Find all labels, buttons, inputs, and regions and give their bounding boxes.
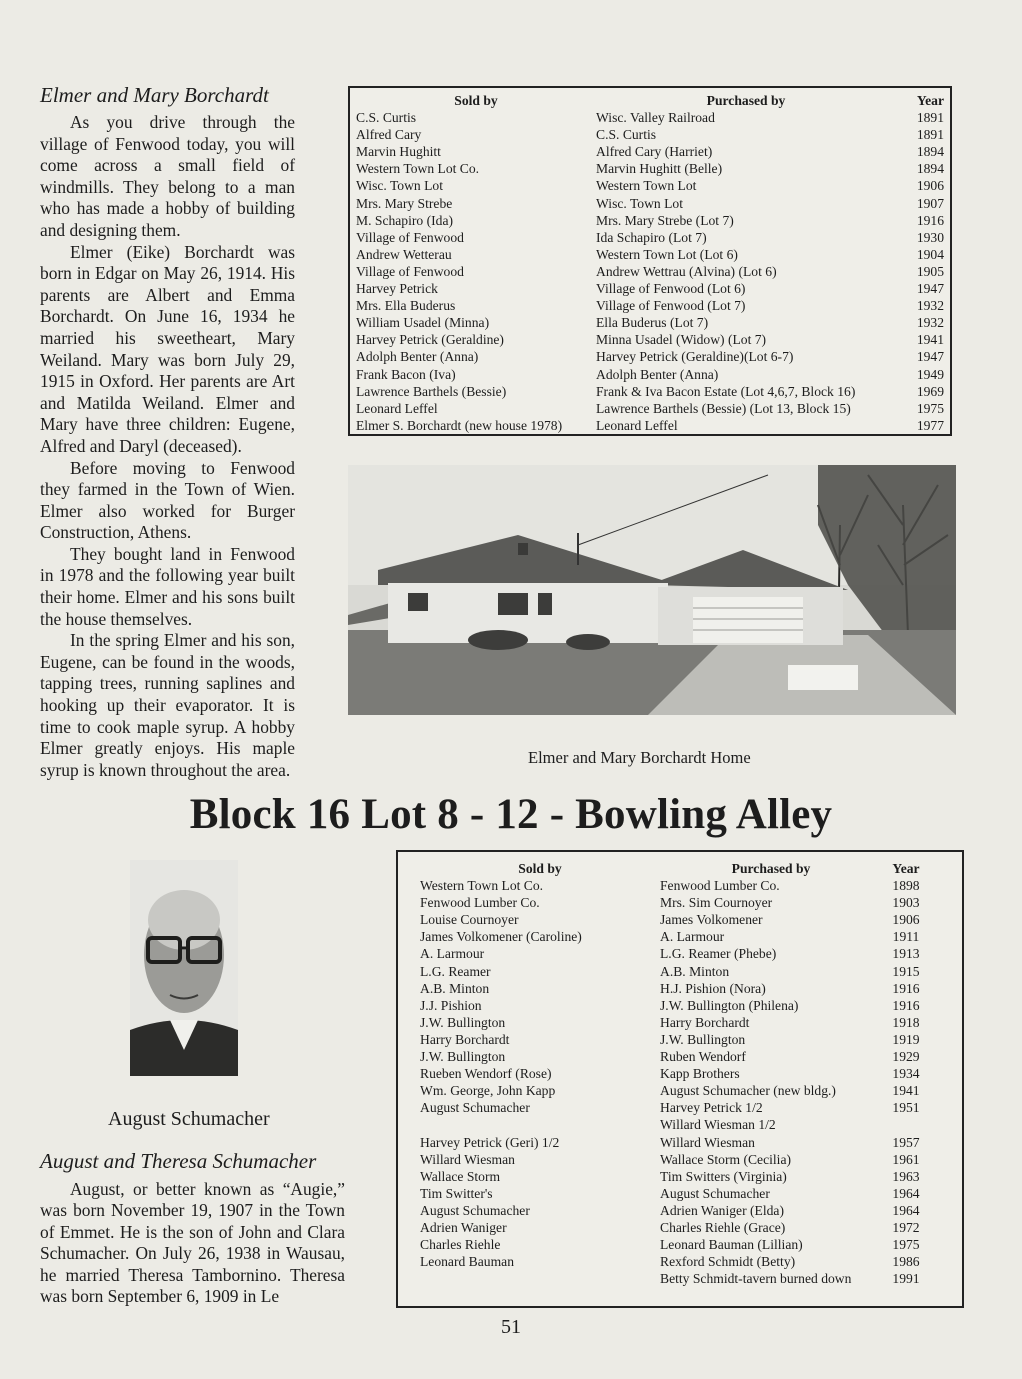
table-row — [420, 1065, 930, 1082]
column-header-purchased-by: Purchased by — [731, 861, 811, 876]
cell-year: 1919 — [892, 1031, 920, 1047]
cell-sold-by: Wisc. Town Lot — [356, 178, 443, 194]
cell-purchased-by: Leonard Leffel — [596, 417, 678, 433]
cell-sold-by — [420, 1116, 660, 1133]
cell-year: 1916 — [892, 980, 920, 996]
table-header-row — [356, 92, 944, 109]
cell-purchased-by: Wisc. Valley Railroad — [596, 110, 715, 126]
cell-sold-by: Wallace Storm — [420, 1168, 501, 1184]
cell-year: 1932 — [916, 315, 944, 331]
table-row — [420, 1151, 930, 1168]
property-table-bowling-alley — [396, 850, 964, 1308]
cell-purchased-by: Lawrence Barthels (Bessie) (Lot 13, Block 15) — [596, 400, 851, 416]
cell-sold-by — [420, 1270, 660, 1287]
cell-year: 1964 — [892, 1185, 920, 1201]
table-row — [356, 195, 944, 212]
cell-year: 1915 — [892, 963, 920, 979]
table-row — [420, 963, 930, 980]
table-row — [420, 997, 930, 1014]
cell-year: 1905 — [916, 263, 944, 279]
cell-sold-by: Louise Cournoyer — [420, 912, 519, 928]
cell-year: 1907 — [916, 195, 944, 211]
cell-year: 1941 — [916, 332, 944, 348]
table-row — [356, 246, 944, 263]
cell-purchased-by: H.J. Pishion (Nora) — [660, 980, 766, 996]
table-row — [420, 877, 930, 894]
property-table-lot-6-7 — [348, 86, 952, 436]
cell-sold-by: Wm. George, John Kapp — [420, 1083, 556, 1099]
cell-year — [882, 1116, 930, 1133]
cell-year: 1903 — [892, 895, 920, 911]
cell-sold-by: J.J. Pishion — [420, 997, 482, 1013]
table-row — [356, 366, 944, 383]
portrait-photo — [130, 860, 238, 1076]
column-header-year: Year — [916, 93, 944, 108]
cell-year: 1964 — [892, 1202, 920, 1218]
cell-year: 1894 — [916, 161, 944, 177]
table-row — [356, 212, 944, 229]
table-body — [420, 877, 930, 1287]
table-row — [420, 980, 930, 997]
cell-purchased-by: Western Town Lot (Lot 6) — [596, 246, 738, 262]
cell-year: 1929 — [892, 1049, 920, 1065]
cell-purchased-by: Western Town Lot — [596, 178, 697, 194]
cell-year: 1947 — [916, 349, 944, 365]
cell-sold-by: Andrew Wetterau — [356, 246, 452, 262]
cell-year: 1934 — [892, 1066, 920, 1082]
table-row — [356, 348, 944, 365]
cell-sold-by: Harvey Petrick — [356, 281, 438, 297]
table-row — [356, 126, 944, 143]
table-row — [356, 297, 944, 314]
table-row — [356, 229, 944, 246]
story-paragraph: As you drive through the village of Fenwood today, you will come across a small field of windmills. They belong to a man who has made a hobby of building and designing them. — [40, 112, 295, 240]
table-row — [420, 1116, 930, 1133]
cell-purchased-by: Tim Switters (Virginia) — [660, 1168, 787, 1184]
cell-year: 1906 — [892, 912, 920, 928]
table-row — [420, 1099, 930, 1116]
column-header-sold-by: Sold by — [454, 93, 498, 108]
cell-year: 1991 — [892, 1271, 920, 1287]
table-row — [420, 1048, 930, 1065]
cell-sold-by: William Usadel (Minna) — [356, 315, 490, 331]
cell-purchased-by: Willard Wiesman — [660, 1134, 755, 1150]
cell-year: 1891 — [916, 127, 944, 143]
story-title: August and Theresa Schumacher — [40, 1149, 317, 1173]
cell-sold-by: August Schumacher — [420, 1100, 530, 1116]
table-row — [420, 1236, 930, 1253]
cell-year: 1930 — [916, 229, 944, 245]
cell-sold-by: August Schumacher — [420, 1202, 530, 1218]
cell-sold-by: Adrien Waniger — [420, 1219, 507, 1235]
cell-purchased-by: Ella Buderus (Lot 7) — [596, 315, 709, 331]
story-title: Elmer and Mary Borchardt — [40, 83, 269, 107]
cell-sold-by: A. Larmour — [420, 946, 485, 962]
cell-year: 1986 — [892, 1254, 920, 1270]
cell-purchased-by: Village of Fenwood (Lot 6) — [596, 281, 746, 297]
cell-year: 1894 — [916, 144, 944, 160]
table-row — [420, 1219, 930, 1236]
cell-purchased-by: A.B. Minton — [660, 963, 730, 979]
cell-sold-by: Harvey Petrick (Geraldine) — [356, 332, 504, 348]
ownership-table — [420, 860, 930, 1287]
page-number: 51 — [501, 1316, 521, 1338]
cell-purchased-by: Fenwood Lumber Co. — [660, 878, 780, 894]
cell-sold-by: J.W. Bullington — [420, 1014, 506, 1030]
table-row — [420, 894, 930, 911]
table-row — [356, 143, 944, 160]
table-row — [356, 177, 944, 194]
cell-year: 1916 — [916, 212, 944, 228]
cell-year: 1949 — [916, 366, 944, 382]
cell-sold-by: Lawrence Barthels (Bessie) — [356, 383, 507, 399]
table-row — [420, 1134, 930, 1151]
cell-purchased-by: Willard Wiesman 1/2 — [660, 1117, 776, 1133]
cell-purchased-by: August Schumacher (new bldg.) — [660, 1083, 836, 1099]
cell-purchased-by: J.W. Bullington (Philena) — [660, 997, 799, 1013]
cell-year: 1961 — [892, 1151, 920, 1167]
cell-year: 1916 — [892, 997, 920, 1013]
cell-sold-by: L.G. Reamer — [420, 963, 491, 979]
cell-purchased-by: Andrew Wettrau (Alvina) (Lot 6) — [596, 263, 777, 279]
cell-year: 1913 — [892, 946, 920, 962]
cell-purchased-by: Rexford Schmidt (Betty) — [660, 1254, 796, 1270]
column-header-sold-by: Sold by — [518, 861, 562, 876]
cell-year: 1951 — [892, 1100, 920, 1116]
cell-sold-by: Adolph Benter (Anna) — [356, 349, 479, 365]
cell-purchased-by: Wallace Storm (Cecilia) — [660, 1151, 792, 1167]
cell-sold-by: Willard Wiesman — [420, 1151, 515, 1167]
section-heading: Block 16 Lot 8 - 12 - Bowling Alley — [189, 791, 833, 838]
house-photo-illustration — [348, 465, 956, 715]
story-paragraph: They bought land in Fenwood in 1978 and the following year built their home. Elmer and his sons built the house themselves. — [40, 543, 295, 629]
cell-year: 1911 — [892, 929, 920, 945]
table-row — [356, 160, 944, 177]
cell-purchased-by: Ida Schapiro (Lot 7) — [596, 229, 707, 245]
table-row — [420, 1082, 930, 1099]
table-row — [420, 1270, 930, 1287]
cell-year: 1947 — [916, 281, 944, 297]
cell-purchased-by: Frank & Iva Bacon Estate (Lot 4,6,7, Block 16) — [596, 383, 856, 399]
house-photo — [348, 465, 956, 715]
table-row — [356, 263, 944, 280]
cell-sold-by: M. Schapiro (Ida) — [356, 212, 454, 228]
table-row — [420, 1168, 930, 1185]
cell-year: 1918 — [892, 1014, 920, 1030]
cell-purchased-by: L.G. Reamer (Phebe) — [660, 946, 777, 962]
cell-year: 1891 — [916, 110, 944, 126]
cell-purchased-by: C.S. Curtis — [596, 127, 657, 143]
cell-sold-by: Mrs. Mary Strebe — [356, 195, 453, 211]
cell-purchased-by: Alfred Cary (Harriet) — [596, 144, 713, 160]
ownership-table — [356, 92, 944, 434]
table-row — [356, 280, 944, 297]
cell-year: 1906 — [916, 178, 944, 194]
cell-sold-by: A.B. Minton — [420, 980, 490, 996]
cell-sold-by: Village of Fenwood — [356, 263, 464, 279]
cell-sold-by: Alfred Cary — [356, 127, 422, 143]
story-august-theresa-schumacher — [40, 1148, 345, 1307]
table-row — [356, 314, 944, 331]
cell-purchased-by: Leonard Bauman (Lillian) — [660, 1237, 803, 1253]
cell-year: 1941 — [892, 1083, 920, 1099]
table-row — [420, 945, 930, 962]
cell-sold-by: James Volkomener (Caroline) — [420, 929, 582, 945]
table-row — [356, 400, 944, 417]
cell-sold-by: Harry Borchardt — [420, 1031, 510, 1047]
cell-sold-by: Mrs. Ella Buderus — [356, 298, 456, 314]
story-paragraph: In the spring Elmer and his son, Eugene, can be found in the woods, tapping trees, running saplines and hooking up their evaporator. It is time to cook maple syrup. A hobby Elmer greatly enjoys. His maple syrup is known throughout the area. — [40, 630, 295, 780]
cell-sold-by: Charles Riehle — [420, 1237, 501, 1253]
cell-sold-by: Leonard Bauman — [420, 1254, 514, 1270]
cell-sold-by: Rueben Wendorf (Rose) — [420, 1066, 552, 1082]
table-row — [356, 417, 944, 434]
cell-sold-by: J.W. Bullington — [420, 1049, 506, 1065]
cell-year: 1963 — [892, 1168, 920, 1184]
cell-sold-by: C.S. Curtis — [356, 110, 417, 126]
cell-sold-by: Leonard Leffel — [356, 400, 438, 416]
cell-purchased-by: Kapp Brothers — [660, 1066, 740, 1082]
cell-year: 1957 — [892, 1134, 920, 1150]
cell-year: 1972 — [892, 1219, 920, 1235]
cell-purchased-by: Harvey Petrick 1/2 — [660, 1100, 763, 1116]
cell-sold-by: Western Town Lot Co. — [420, 878, 544, 894]
cell-purchased-by: Adrien Waniger (Elda) — [660, 1202, 784, 1218]
cell-sold-by: Western Town Lot Co. — [356, 161, 480, 177]
story-paragraph: August, or better known as “Augie,” was born November 19, 1907 in the Town of Emmet. He is the son of John and Clara Schumacher. On July 26, 1938 in Wausau, he married Theresa Tambornino. Theresa was born September 6, 1909 in Le — [40, 1179, 345, 1307]
cell-purchased-by: Betty Schmidt-tavern burned down — [660, 1271, 852, 1287]
cell-sold-by: Harvey Petrick (Geri) 1/2 — [420, 1134, 560, 1150]
story-elmer-mary-borchardt — [40, 82, 295, 781]
cell-year: 1898 — [892, 878, 920, 894]
table-row — [420, 1014, 930, 1031]
cell-purchased-by: Minna Usadel (Widow) (Lot 7) — [596, 332, 767, 348]
cell-purchased-by: Wisc. Town Lot — [596, 195, 683, 211]
cell-sold-by: Frank Bacon (Iva) — [356, 366, 456, 382]
portrait-illustration — [130, 860, 238, 1076]
photo-caption: Elmer and Mary Borchardt Home — [528, 748, 751, 767]
cell-purchased-by: J.W. Bullington — [660, 1031, 746, 1047]
cell-purchased-by: A. Larmour — [660, 929, 725, 945]
table-body — [356, 109, 944, 434]
story-paragraph: Before moving to Fenwood they farmed in the Town of Wien. Elmer also worked for Burger Construction, Athens. — [40, 457, 295, 543]
table-row — [420, 928, 930, 945]
cell-purchased-by: Village of Fenwood (Lot 7) — [596, 298, 746, 314]
cell-purchased-by: August Schumacher — [660, 1185, 770, 1201]
cell-year: 1969 — [916, 383, 944, 399]
table-row — [420, 911, 930, 928]
cell-sold-by: Village of Fenwood — [356, 229, 464, 245]
cell-purchased-by: Ruben Wendorf — [660, 1049, 746, 1065]
cell-year: 1977 — [916, 417, 944, 433]
cell-year: 1904 — [916, 246, 944, 262]
cell-purchased-by: Mrs. Sim Cournoyer — [660, 895, 773, 911]
table-row — [420, 1031, 930, 1048]
cell-purchased-by: James Volkomener — [660, 912, 763, 928]
cell-purchased-by: Adolph Benter (Anna) — [596, 366, 719, 382]
column-header-purchased-by: Purchased by — [706, 93, 786, 108]
cell-sold-by: Elmer S. Borchardt (new house 1978) — [356, 417, 563, 433]
table-row — [356, 331, 944, 348]
cell-purchased-by: Mrs. Mary Strebe (Lot 7) — [596, 212, 734, 228]
story-paragraph: Elmer (Eike) Borchardt was born in Edgar on May 26, 1914. His parents are Albert and Emma Borchardt. On June 16, 1934 he married his sweetheart, Mary Weiland. Mary was born July 29, 1915 in Oxford. Her parents are Art and Matilda Weiland. Elmer and Mary have three children: Eugene, Alfred and Daryl (deceased). — [40, 241, 295, 456]
cell-sold-by: Marvin Hughitt — [356, 144, 441, 160]
table-row — [420, 1185, 930, 1202]
cell-purchased-by: Harry Borchardt — [660, 1014, 750, 1030]
cell-sold-by: Fenwood Lumber Co. — [420, 895, 540, 911]
table-row — [356, 383, 944, 400]
cell-year: 1975 — [892, 1237, 920, 1253]
cell-sold-by: Tim Switter's — [420, 1185, 493, 1201]
cell-year: 1932 — [916, 298, 944, 314]
table-row — [356, 109, 944, 126]
table-row — [420, 1253, 930, 1270]
cell-purchased-by: Charles Riehle (Grace) — [660, 1219, 786, 1235]
portrait-caption: August Schumacher — [108, 1108, 270, 1130]
cell-year: 1975 — [916, 400, 944, 416]
table-header-row — [420, 860, 930, 877]
column-header-year: Year — [892, 861, 920, 876]
cell-purchased-by: Harvey Petrick (Geraldine)(Lot 6-7) — [596, 349, 794, 365]
table-row — [420, 1202, 930, 1219]
cell-purchased-by: Marvin Hughitt (Belle) — [596, 161, 723, 177]
